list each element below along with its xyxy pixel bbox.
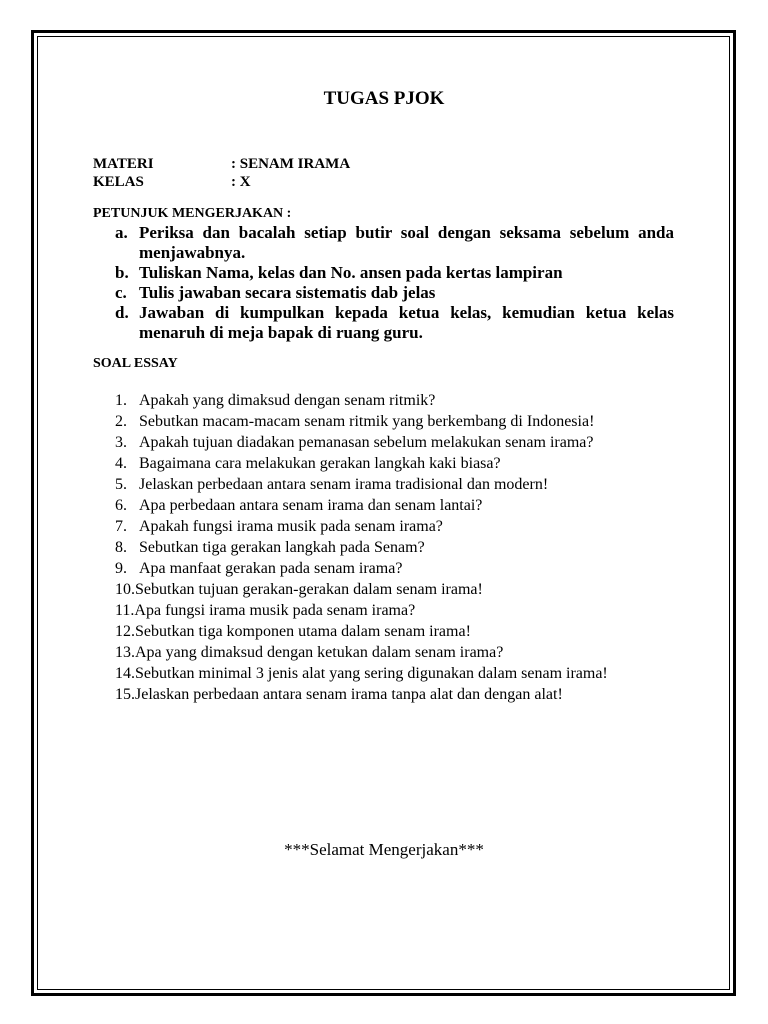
question-number: 6. [115, 497, 127, 514]
question-text: Jelaskan perbedaan antara senam irama tanpa alat dan dengan alat! [135, 686, 563, 703]
question-number: 13. [115, 644, 135, 661]
question-text: Jelaskan perbedaan antara senam irama tradisional dan modern! [139, 476, 549, 493]
instruction-item [93, 283, 674, 303]
question-number: 3. [115, 434, 127, 451]
question-text: Sebutkan tiga gerakan langkah pada Senam? [139, 539, 425, 556]
instruction-mark: b. [115, 263, 129, 282]
instruction-mark: a. [115, 223, 128, 242]
question-number: 11. [115, 602, 135, 619]
question-text: Sebutkan tujuan gerakan-gerakan dalam senam irama! [135, 581, 483, 598]
question-number: 15. [115, 686, 135, 703]
question-text: Sebutkan minimal 3 jenis alat yang sering digunakan dalam senam irama! [135, 665, 608, 682]
questions-list [115, 390, 608, 705]
question-text: Apa manfaat gerakan pada senam irama? [139, 560, 403, 577]
instruction-mark: d. [115, 303, 129, 322]
question-text: Apa perbedaan antara senam irama dan senam lantai? [139, 497, 483, 514]
question-number: 7. [115, 518, 127, 535]
instruction-mark: c. [115, 283, 127, 302]
question-item [115, 684, 608, 705]
instructions-list [93, 223, 674, 343]
question-item [115, 516, 608, 537]
question-item [115, 558, 608, 579]
question-text: Sebutkan macam-macam senam ritmik yang berkembang di Indonesia! [139, 413, 595, 430]
instructions-heading: PETUNJUK MENGERJAKAN : [93, 206, 292, 221]
meta-value: : X [231, 174, 251, 190]
question-number: 14. [115, 665, 135, 682]
question-number: 2. [115, 413, 127, 430]
question-text: Apakah fungsi irama musik pada senam irama? [139, 518, 443, 535]
question-item [115, 432, 608, 453]
meta-row-kelas [93, 173, 251, 191]
essay-heading: SOAL ESSAY [93, 356, 178, 371]
question-item [115, 495, 608, 516]
question-text: Sebutkan tiga komponen utama dalam senam irama! [135, 623, 471, 640]
question-item [115, 579, 608, 600]
question-number: 9. [115, 560, 127, 577]
question-text: Apa fungsi irama musik pada senam irama? [134, 602, 416, 619]
question-number: 5. [115, 476, 127, 493]
question-text: Apakah tujuan diadakan pemanasan sebelum melakukan senam irama? [139, 434, 594, 451]
question-item [115, 642, 608, 663]
question-number: 4. [115, 455, 127, 472]
meta-label: MATERI [93, 156, 154, 172]
meta-label: KELAS [93, 174, 144, 190]
question-number: 8. [115, 539, 127, 556]
question-text: Apa yang dimaksud dengan ketukan dalam senam irama? [135, 644, 504, 661]
question-number: 1. [115, 392, 127, 409]
instruction-text: Jawaban di kumpulkan kepada ketua kelas, kemudian ketua kelas menaruh di meja bapak di ruang guru. [139, 303, 674, 342]
document-title: TUGAS PJOK [323, 88, 445, 109]
instruction-text: Tulis jawaban secara sistematis dab jelas [139, 283, 436, 302]
question-item [115, 474, 608, 495]
instruction-item [93, 223, 674, 263]
question-text: Bagaimana cara melakukan gerakan langkah kaki biasa? [139, 455, 501, 472]
question-item [115, 537, 608, 558]
question-number: 10. [115, 581, 135, 598]
question-item [115, 621, 608, 642]
instruction-item [93, 303, 674, 343]
question-item [115, 453, 608, 474]
closing-message: ***Selamat Mengerjakan*** [284, 840, 484, 859]
question-item [115, 390, 608, 411]
question-number: 12. [115, 623, 135, 640]
meta-row-materi [93, 155, 350, 173]
instruction-text: Tuliskan Nama, kelas dan No. ansen pada kertas lampiran [139, 263, 563, 282]
question-item [115, 600, 608, 621]
meta-value: : SENAM IRAMA [231, 156, 351, 172]
instruction-text: Periksa dan bacalah setiap butir soal dengan seksama sebelum anda menjawabnya. [139, 223, 674, 262]
question-item [115, 411, 608, 432]
question-item [115, 663, 608, 684]
instruction-item [93, 263, 674, 283]
question-text: Apakah yang dimaksud dengan senam ritmik? [139, 392, 436, 409]
